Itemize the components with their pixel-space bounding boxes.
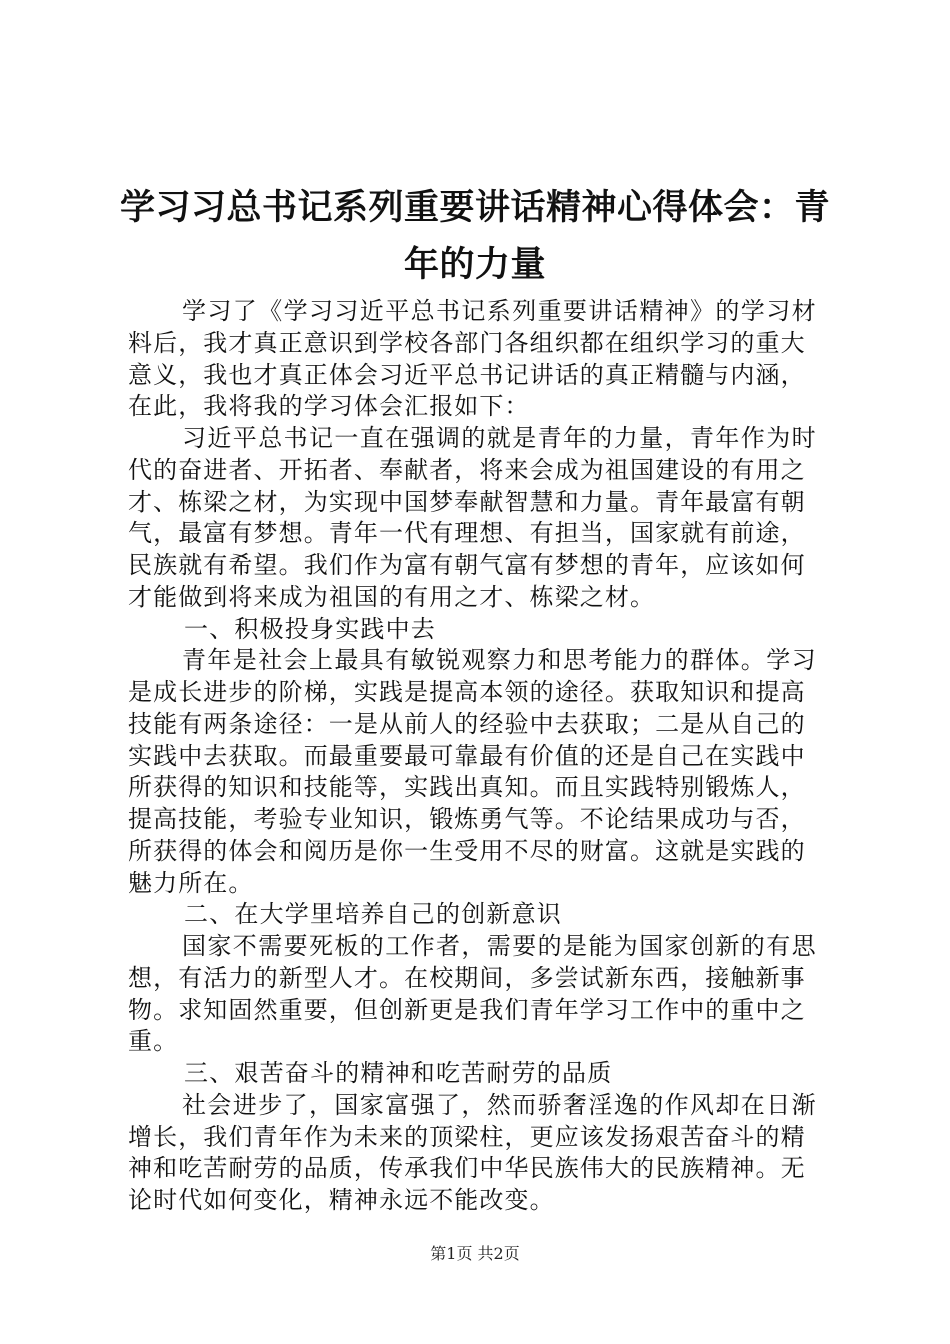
body-text-line: 技能有两条途径：一是从前人的经验中去获取；二是从自己的 <box>128 709 806 738</box>
body-text-line: 神和吃苦耐劳的品质，传承我们中华民族伟大的民族精神。无 <box>128 1154 806 1183</box>
body-text-line: 所获得的知识和技能等，实践出真知。而且实践特别锻炼人， <box>128 773 806 802</box>
document-title-line-1: 学习习总书记系列重要讲话精神心得体会：青 <box>119 187 830 228</box>
page-footer: 第1页 共2页 <box>430 1244 520 1263</box>
body-text-line: 物。求知固然重要，但创新更是我们青年学习工作中的重中之 <box>128 995 806 1024</box>
section-heading: 三、艰苦奋斗的精神和吃苦耐劳的品质 <box>184 1059 613 1087</box>
body-text-line: 重。 <box>128 1027 179 1056</box>
body-text-line: 想，有活力的新型人才。在校期间，多尝试新东西，接触新事 <box>128 963 806 992</box>
body-text-line: 学习了《学习习近平总书记系列重要讲话精神》的学习材 <box>182 297 817 325</box>
document-body <box>128 296 834 1217</box>
body-text-line: 提高技能，考验专业知识，锻炼勇气等。不论结果成功与否， <box>128 805 806 833</box>
body-text-line: 魅力所在。 <box>128 868 254 897</box>
body-text-line: 社会进步了，国家富强了，然而骄奢淫逸的作风却在日渐 <box>182 1090 817 1119</box>
body-text-line: 意义，我也才真正体会习近平总书记讲话的真正精髓与内涵， <box>128 360 806 389</box>
body-text-line: 代的奋进者、开拓者、奉献者，将来会成为祖国建设的有用之 <box>128 455 806 484</box>
body-text-line: 习近平总书记一直在强调的就是青年的力量，青年作为时 <box>182 424 817 452</box>
section-heading: 一、积极投身实践中去 <box>184 614 436 643</box>
body-text-line: 论时代如何变化，精神永远不能改变。 <box>128 1186 555 1214</box>
body-text-line: 增长，我们青年作为未来的顶梁柱，更应该发扬艰苦奋斗的精 <box>128 1122 806 1151</box>
body-text-line: 民族就有希望。我们作为富有朝气富有梦想的青年，应该如何 <box>128 551 806 579</box>
body-text-line: 青年是社会上最具有敏锐观察力和思考能力的群体。学习 <box>182 646 817 675</box>
body-text-line: 是成长进步的阶梯，实践是提高本领的途径。获取知识和提高 <box>128 678 806 706</box>
body-text-line: 气，最富有梦想。青年一代有理想、有担当，国家就有前途， <box>128 519 806 548</box>
body-text-line: 国家不需要死板的工作者，需要的是能为国家创新的有思 <box>182 932 817 960</box>
body-text-line: 料后，我才真正意识到学校各部门各组织都在组织学习的重大 <box>128 328 806 357</box>
section-heading: 二、在大学里培养自己的创新意识 <box>184 900 562 929</box>
body-text-line: 在此，我将我的学习体会汇报如下： <box>128 392 530 421</box>
body-text-line: 才能做到将来成为祖国的有用之才、栋梁之材。 <box>128 582 656 611</box>
body-text-line: 所获得的体会和阅历是你一生受用不尽的财富。这就是实践的 <box>128 836 806 865</box>
document-title-line-2: 年的力量 <box>403 244 546 285</box>
body-text-line: 实践中去获取。而最重要最可靠最有价值的还是自己在实践中 <box>128 741 806 770</box>
body-text-line: 才、栋梁之材，为实现中国梦奉献智慧和力量。青年最富有朝 <box>128 487 806 516</box>
